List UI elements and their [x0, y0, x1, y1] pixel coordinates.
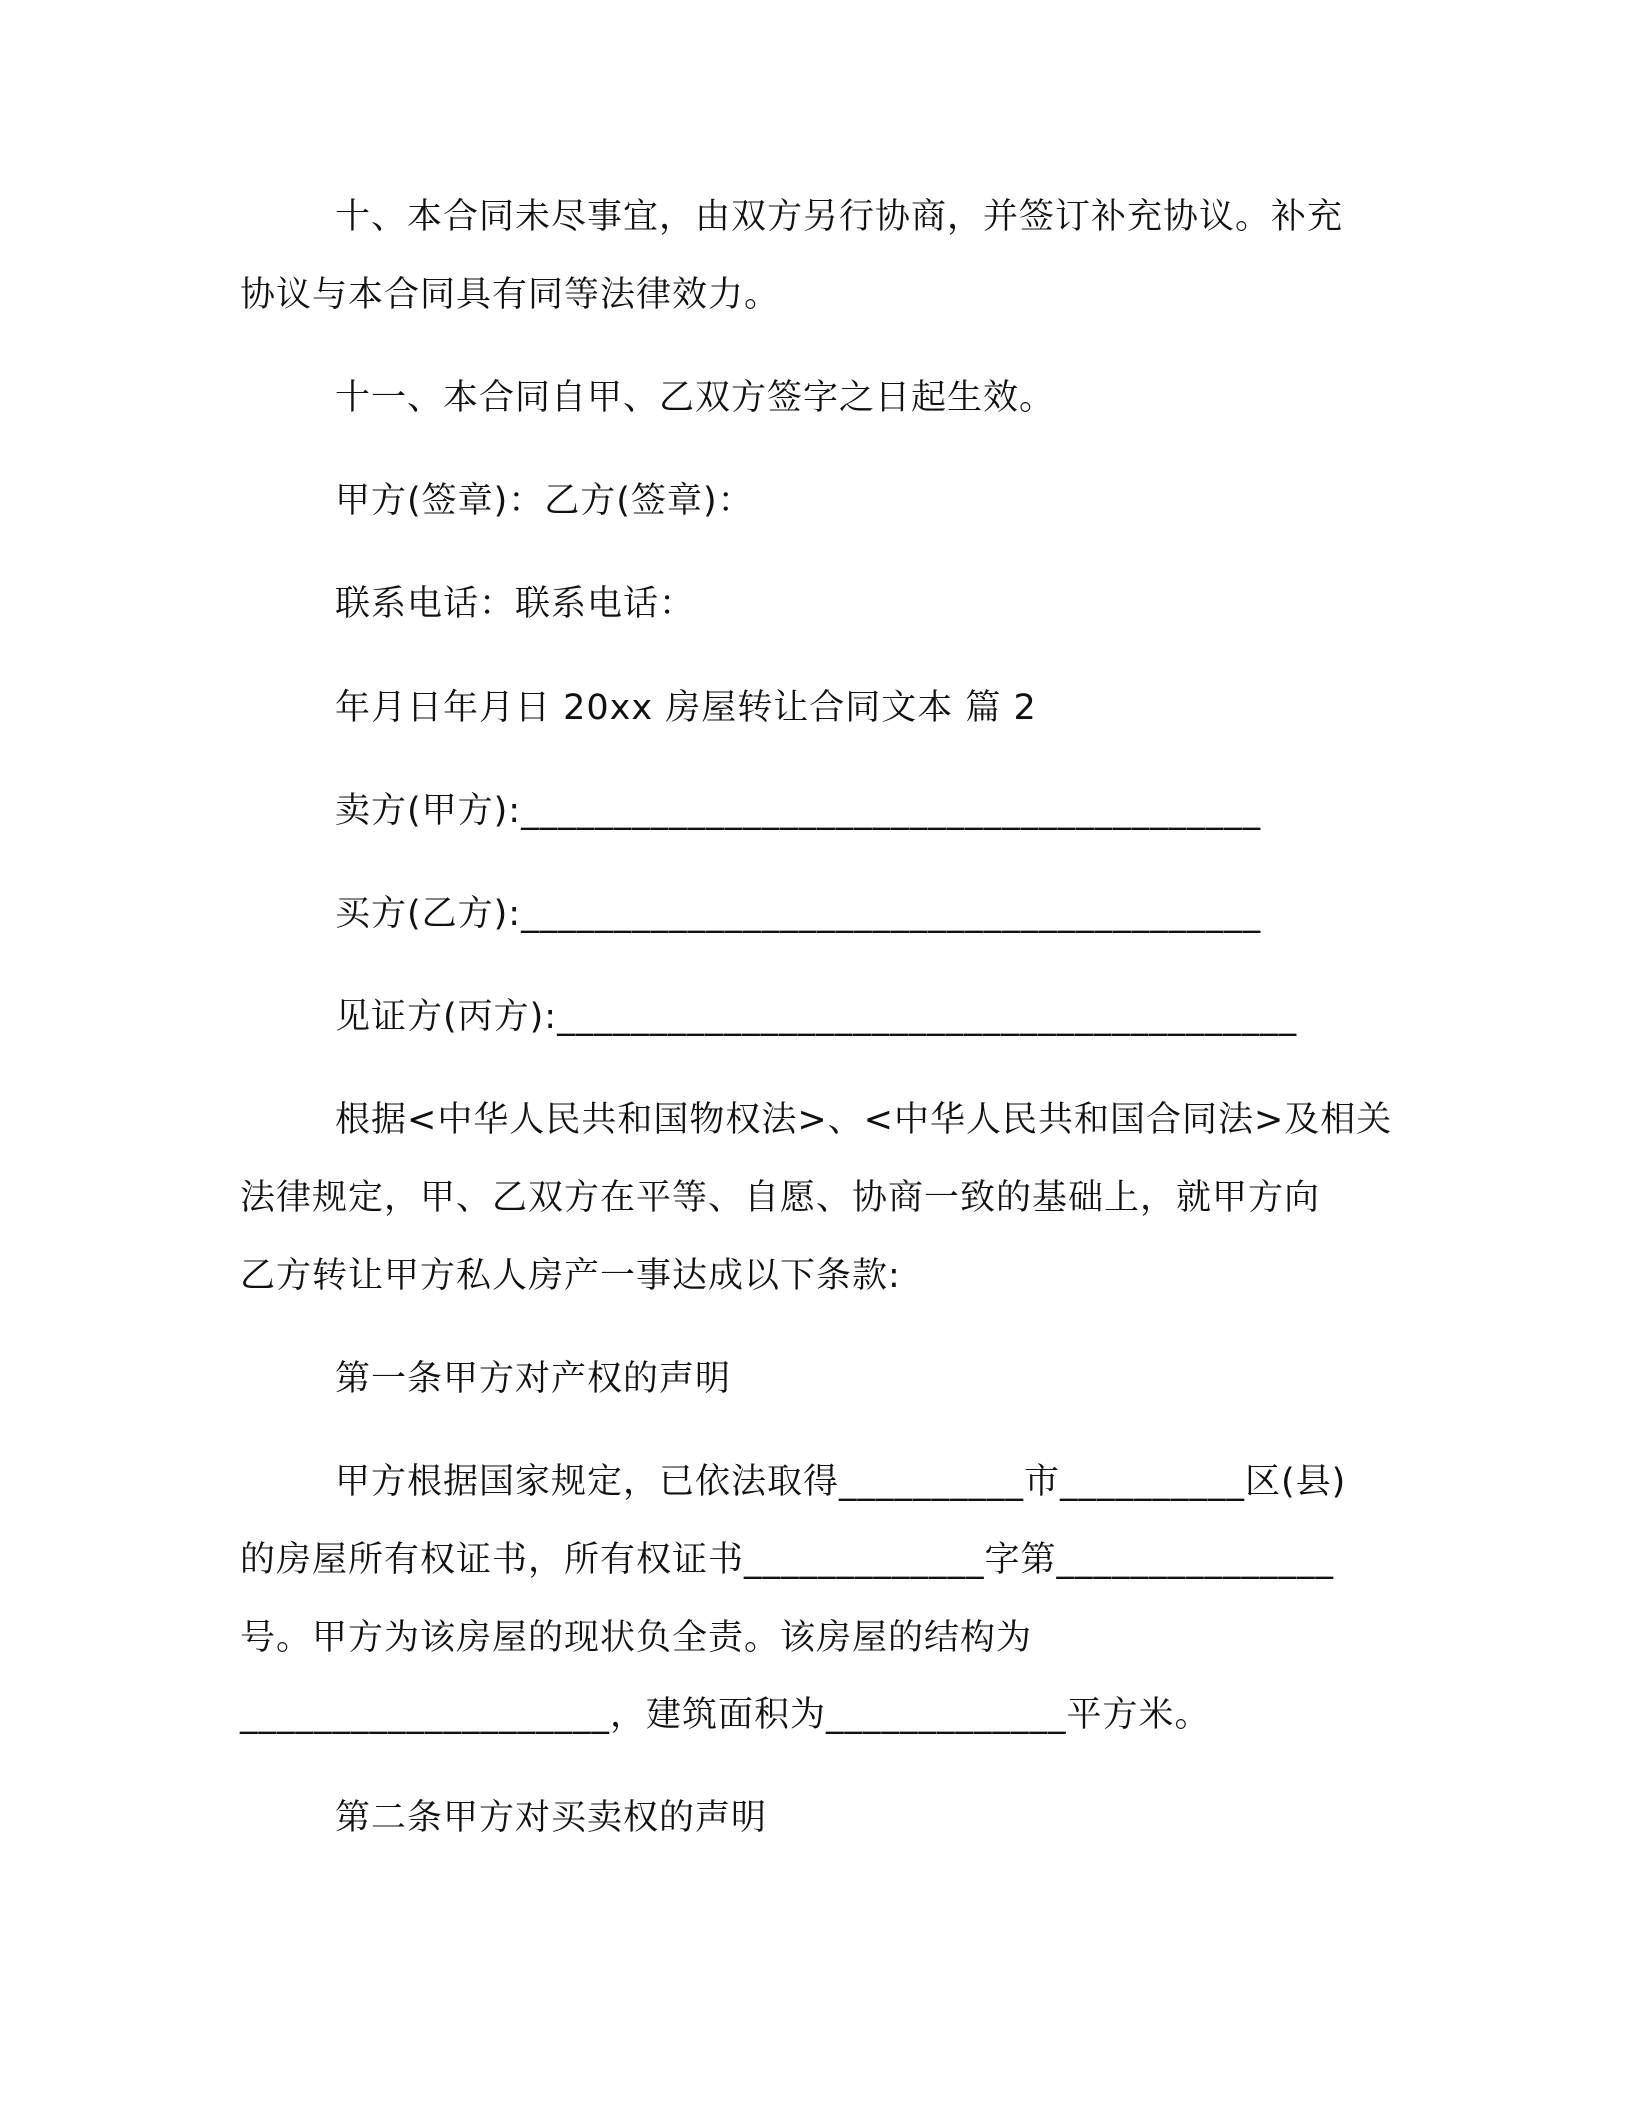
paragraph-line: 根据<中华人民共和国物权法>、<中华人民共和国合同法>及相关 — [335, 1100, 1393, 1140]
paragraph-line: 甲方根据国家规定，已依法取得__________市__________区(县) — [335, 1462, 1347, 1502]
paragraph-line: 法律规定，甲、乙双方在平等、自愿、协商一致的基础上，就甲方向 — [240, 1178, 1321, 1218]
paragraph-line: 联系电话：联系电话： — [335, 584, 696, 624]
paragraph-line: 见证方(丙方):________________________________________ — [335, 997, 1298, 1037]
paragraph-line: 甲方(签章)：乙方(签章)： — [335, 481, 754, 521]
paragraph-line: 的房屋所有权证书，所有权证书_____________字第_______________ — [240, 1540, 1335, 1580]
paragraph-line: 十一、本合同自甲、乙双方签字之日起生效。 — [335, 378, 1056, 418]
paragraph-line: 号。甲方为该房屋的现状负全责。该房屋的结构为 — [240, 1618, 1033, 1658]
paragraph-line: 乙方转让甲方私人房产一事达成以下条款: — [240, 1256, 901, 1296]
paragraph-line: 第一条甲方对产权的声明 — [335, 1359, 732, 1399]
paragraph-line: 协议与本合同具有同等法律效力。 — [240, 275, 781, 315]
paragraph-line: 年月日年月日 20xx 房屋转让合同文本 篇 2 — [335, 688, 1037, 728]
paragraph-line: ____________________，建筑面积为_____________平方米。 — [240, 1695, 1211, 1735]
paragraph-line: 第二条甲方对买卖权的声明 — [335, 1798, 768, 1838]
paragraph-line: 买方(乙方):________________________________________ — [335, 894, 1262, 934]
paragraph-line: 卖方(甲方):________________________________________ — [335, 791, 1262, 831]
paragraph-line: 十、本合同未尽事宜，由双方另行协商，并签订补充协议。补充 — [335, 197, 1344, 237]
